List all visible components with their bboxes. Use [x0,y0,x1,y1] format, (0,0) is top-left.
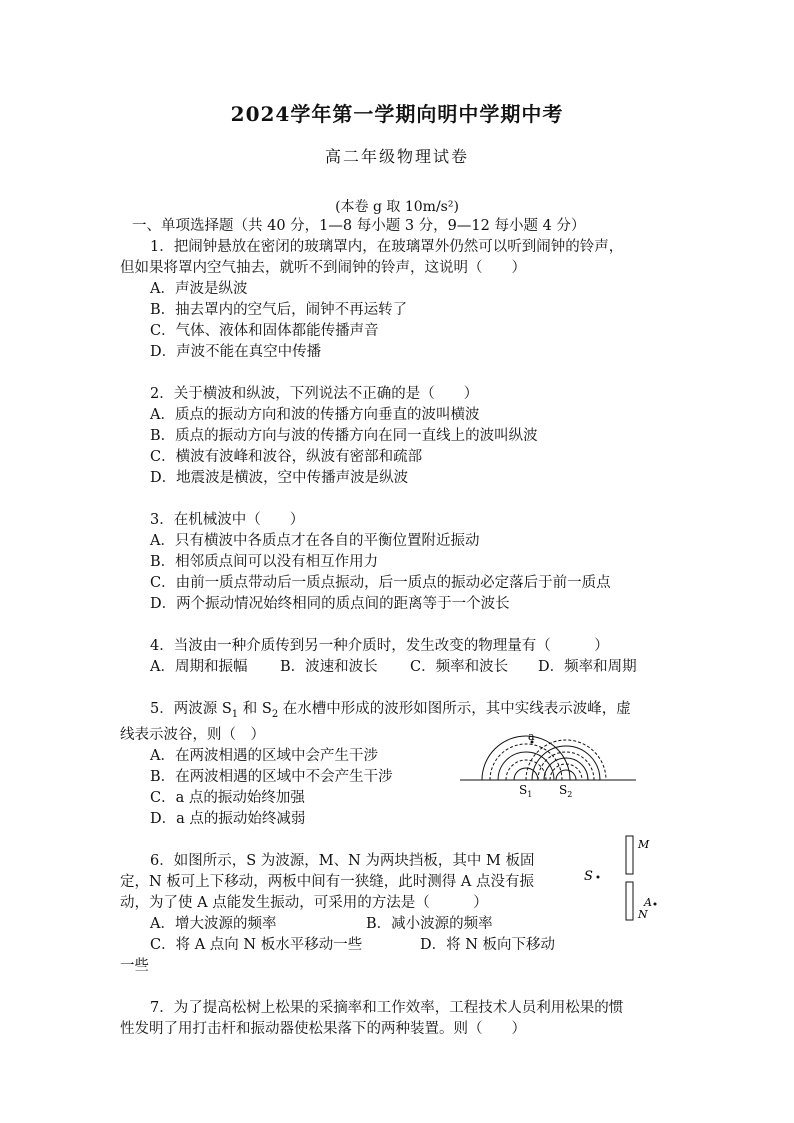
q6-option-c: C．将 A 点向 N 板水平移动一些 [150,936,363,953]
q7-stem-2: 性发明了用打击杆和振动器使松果落下的两种装置。则（ ） [120,1020,526,1037]
plate-n [626,882,633,920]
s1-label: $S_1$ [519,783,533,799]
q3-option-c: C．由前一质点带动后一质点振动，后一质点的振动必定落后于前一质点 [150,575,611,591]
q1-option-b: B．抽去罩内的空气后，闹钟不再运转了 [150,302,408,318]
gravity-note: (本卷 g 取 10m/s²) [335,199,459,215]
q6-stem-2: 定，N 板可上下移动，两板中间有一狭缝，此时测得 A 点没有振 [120,873,534,890]
source-s-label: S [584,869,593,884]
q6-options-cd [120,935,680,956]
q3-option-d: D．两个振动情况始终相同的质点间的距离等于一个波长 [150,596,510,612]
q4-option-c: C．频率和波长 [410,659,509,675]
q3-option-a: A．只有横波中各质点才在各自的平衡位置附近振动 [150,533,480,549]
s2-crest-3 [532,746,600,780]
q6-option-d: D．将 N 板向下移动 [420,936,556,953]
q6-option-b: B．减小波源的频率 [366,915,493,932]
q3-stem: 3．在机械波中（ ） [150,512,305,528]
s2-trough-2 [538,752,594,780]
q1-option-c: C．气体、液体和固体都能传播声音 [150,323,379,339]
q5-option-d: D．a 点的振动始终减弱 [150,810,306,827]
q6-option-d-cont: 一些 [120,957,149,974]
s2-label: $S_2$ [559,783,573,799]
point-a-6 [654,903,657,906]
q4-option-a: A．周期和振幅 [150,659,248,675]
s1-crest-2 [498,752,554,780]
point-a-label-6: A [644,896,652,909]
s1-crest-3 [482,736,570,780]
q5-option-c: C．a 点的振动始终加强 [150,789,305,806]
plate-m-label: M [638,838,650,851]
q6-stem-3: 动，为了使 A 点能发生振动，可采用的方法是（ ） [120,894,488,911]
q4-option-d: D．频率和周期 [538,659,637,675]
q1-stem-1: 1．把闹钟悬放在密闭的玻璃罩内，在玻璃罩外仍然可以听到闹钟的铃声， [150,239,624,255]
q5-option-a: A．在两波相遇的区域中会产生干涉 [150,747,378,764]
exam-subtitle: 高二年级物理试卷 [324,147,469,166]
s2-crest-1 [556,770,576,780]
s2-trough-1 [550,764,582,780]
q5-stem-2: 线表示波谷，则（ ） [120,726,265,743]
exam-title: 2024学年第一学期向明中学期中考 [230,102,564,126]
q4-options [120,657,680,678]
q6-slit-figure [580,834,660,924]
q1-stem-2: 但如果将罩内空气抽去，就听不到闹钟的铃声，这说明（ ） [120,260,526,276]
q2-option-c: C．横波有波峰和波谷，纵波有密部和疏部 [150,449,423,465]
q1-option-d: D．声波不能在真空中传播 [150,344,322,360]
q1-option-a: A．声波是纵波 [150,281,248,297]
q2-stem: 2．关于横波和纵波，下列说法不正确的是（ ） [150,386,479,402]
q2-option-b: B．质点的振动方向与波的传播方向在同一直线上的波叫纵波 [150,428,538,444]
q3-option-b: B．相邻质点间可以没有相互作用力 [150,554,379,570]
q6-option-a: A．增大波源的频率 [150,915,277,932]
q2-option-a: A．质点的振动方向和波的传播方向垂直的波叫横波 [150,407,480,423]
q4-stem: 4．当波由一种介质传到另一种介质时，发生改变的物理量有（ ） [150,638,609,654]
q5-option-b: B．在两波相遇的区域中不会产生干涉 [150,768,393,785]
q7-stem-1: 7．为了提高松树上松果的采摘率和工作效率，工程技术人员利用松果的惯 [150,999,624,1016]
q5-stem-1: 5．两波源 $S_1$ 和 $S_2$ 在水槽中形成的波形如图所示，其中实线表示波峰，虚 [150,701,631,720]
point-a-label: a [528,730,535,743]
q5-wave-figure [458,730,638,800]
plate-n-label: N [638,908,648,921]
q4-option-b: B．波速和波长 [280,659,378,675]
section-heading: 一、单项选择题（共 40 分，1—8 每小题 3 分，9—12 每小题 4 分） [132,218,586,234]
q6-stem-1: 6．如图所示，S 为波源，M、N 为两块挡板，其中 M 板固 [150,852,535,869]
q2-option-d: D．地震波是横波，空中传播声波是纵波 [150,470,409,486]
plate-m [626,836,633,874]
source-s [597,876,600,879]
